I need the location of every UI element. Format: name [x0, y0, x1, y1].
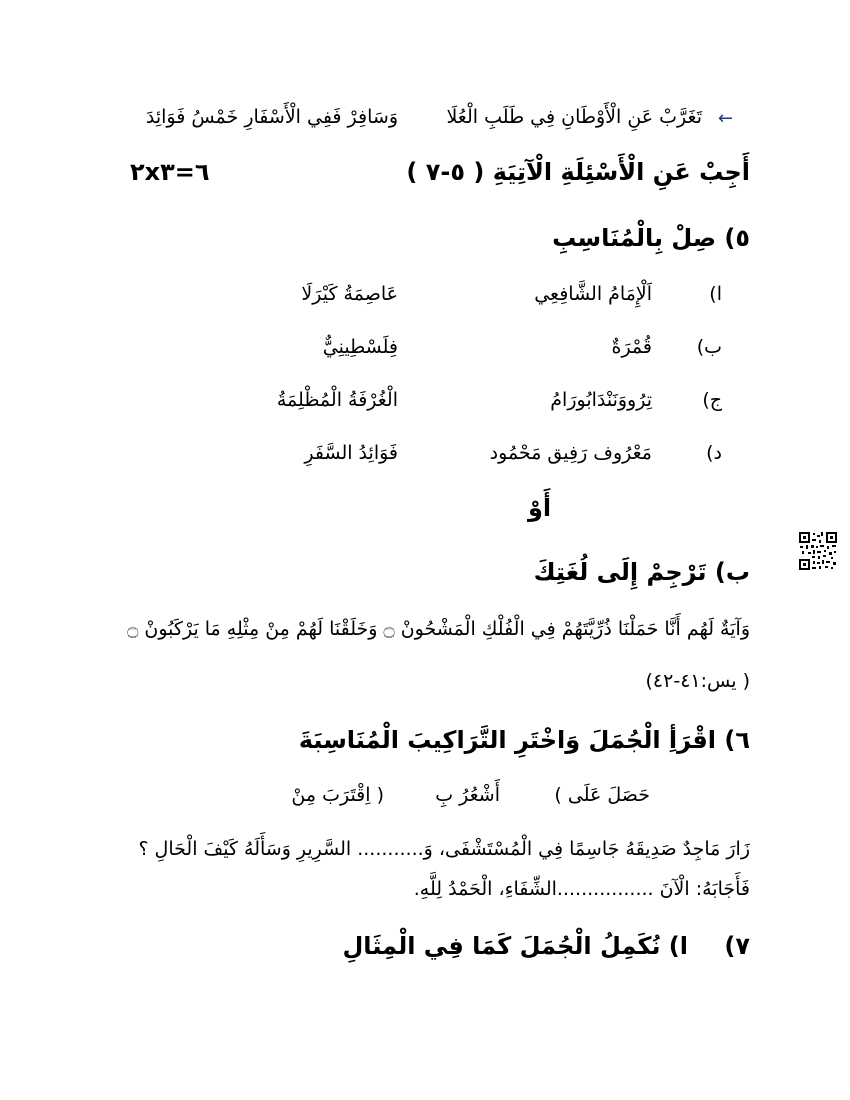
- match-right-item: فِلَسْطِينِيٌّ: [322, 336, 398, 358]
- q5-heading: ٥) صِلْ بِالْمُنَاسِبِ: [552, 224, 750, 252]
- match-left-item: مَعْرُوف رَفِيق مَحْمُود: [489, 442, 652, 464]
- match-left-item: قُمْرَةٌ: [611, 336, 652, 358]
- match-left-item: تِرُووَنَنْدَابُورَامُ: [550, 389, 652, 411]
- row-letter: ا): [709, 283, 722, 305]
- q6-heading: ٦) اقْرَأِ الْجُمَلَ وَاخْتَرِ التَّرَاكِيبَ الْمُنَاسِبَةَ: [298, 726, 750, 754]
- row-letter: د): [706, 442, 722, 464]
- row-letter: ب): [696, 336, 722, 358]
- option-item: أَشْعُرُ بِ: [435, 784, 500, 806]
- or-label: أَوْ: [528, 494, 552, 522]
- passage-line: فَأَجَابَهُ: الْآنَ ................الشِّفَاءِ، الْحَمْدُ لِلَّهِ.: [413, 878, 750, 900]
- match-right-item: عَاصِمَةُ كَيْرَلَا: [301, 283, 398, 305]
- option-item: حَصَلَ عَلَى ): [554, 786, 650, 805]
- section-heading: أَجِبْ عَنِ الْأَسْئِلَةِ الْآتِيَةِ ( ٥-٧ ): [406, 158, 750, 186]
- option-item: ( اِقْتَرَبَ مِنْ: [291, 786, 384, 805]
- qr-code-icon: [798, 531, 838, 571]
- verse-reference: ( يس:٤١-٤٢): [645, 670, 750, 692]
- q7-heading: ا) نُكَمِلُ الْجُمَلَ كَمَا فِي الْمِثَالِ: [342, 932, 688, 960]
- match-right-item: الْغُرْفَةُ الْمُظْلِمَةُ: [276, 389, 398, 411]
- match-right-item: فَوَائِدُ السَّفَرِ: [304, 442, 398, 464]
- row-letter: ج): [702, 389, 722, 411]
- match-left-item: اَلْإِمَامُ الشَّافِعِي: [534, 283, 652, 305]
- poem-hemistich-left: وَسَافِرْ فَفِي الْأَسْفَارِ خَمْسُ فَوَائِدَ: [145, 106, 398, 128]
- marks-label: ٦=٢x٣: [130, 158, 210, 186]
- arrow-icon: ←: [718, 108, 734, 129]
- translate-heading: ب) تَرْجِمْ إِلَى لُغَتِكَ: [533, 558, 750, 586]
- passage-line: زَارَ مَاجِدٌ صَدِيقَهُ جَاسِمًا فِي الْمُسْتَشْفَى، وَ........... السَّرِيرِ وَسَأَلَهُ كَيْفَ الْحَالِ ؟: [138, 838, 750, 860]
- q7-number: ٧): [724, 932, 750, 960]
- quran-verse: وَآيَةٌ لَهُم أَنَّا حَمَلْنَا ذُرِّيَّتَهُمْ فِي الْفُلْكِ الْمَشْحُونْ ۝ وَخَلَقْنَا لَهُمْ مِنْ مِثْلِهِ مَا يَرْكَبُونْ ۝: [127, 618, 750, 640]
- poem-hemistich-right: تَغَرَّبْ عَنِ الْأَوْطَانِ فِي طَلَبِ الْعُلَا: [446, 106, 702, 128]
